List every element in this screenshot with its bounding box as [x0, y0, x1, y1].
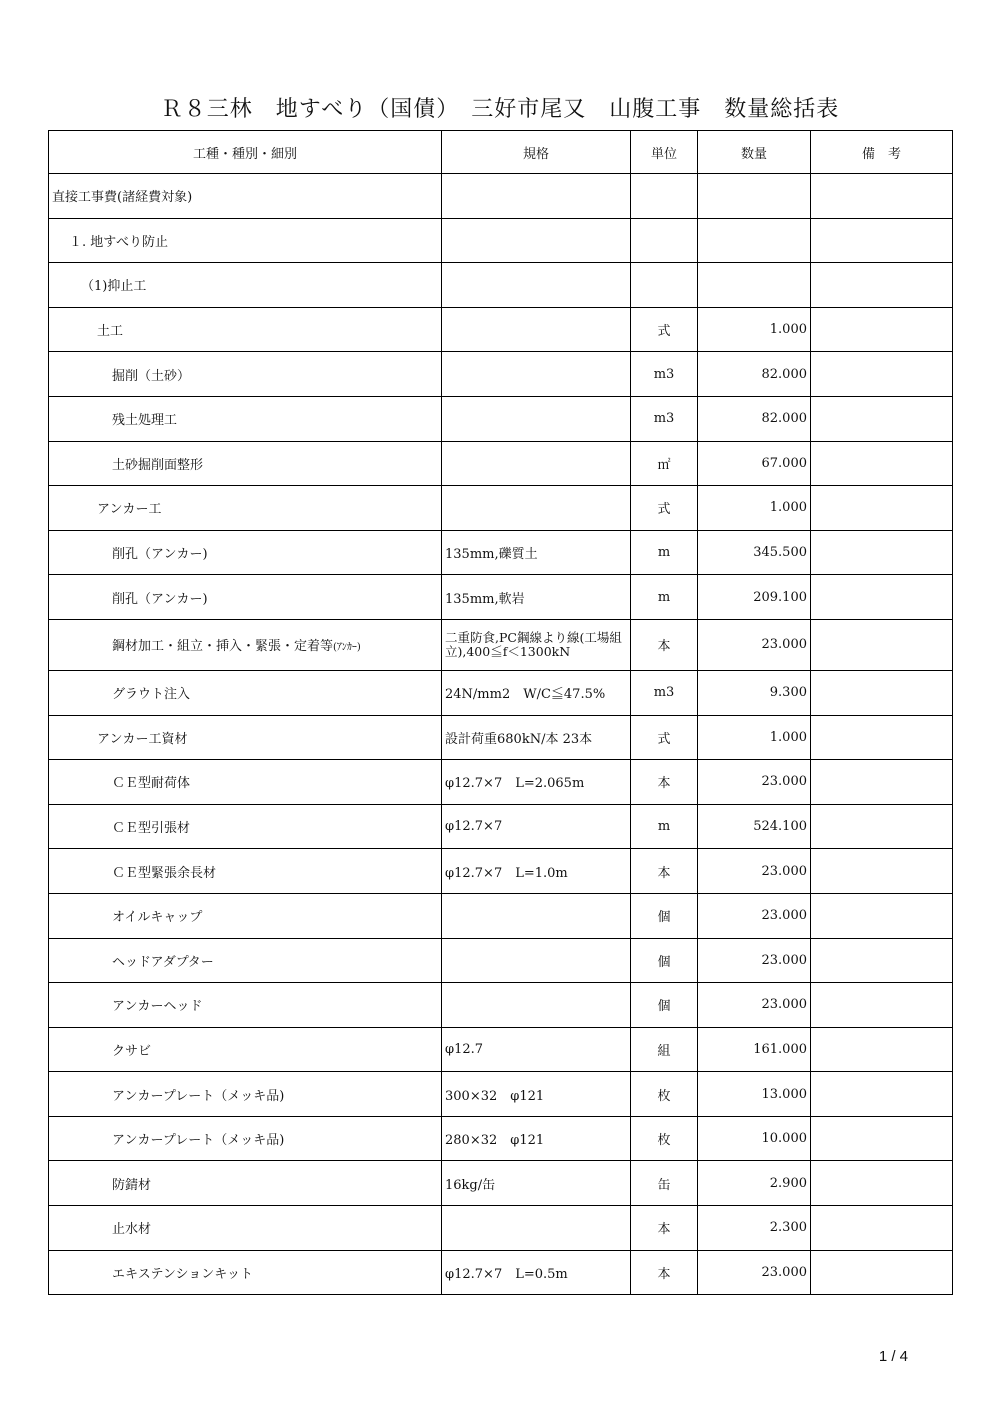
table-row	[49, 1072, 953, 1117]
item-unit: 個	[631, 983, 698, 1028]
item-unit	[631, 263, 698, 308]
item-name: ＣＥ型引張材	[49, 804, 442, 849]
item-unit: 本	[631, 760, 698, 805]
table-row	[49, 670, 953, 715]
item-spec	[442, 938, 631, 983]
item-note	[811, 307, 953, 352]
item-unit: 本	[631, 619, 698, 670]
item-name: アンカープレート（メッキ品)	[49, 1072, 442, 1117]
item-spec	[442, 893, 631, 938]
table-row	[49, 983, 953, 1028]
item-note	[811, 218, 953, 263]
table-header-row	[49, 131, 953, 174]
table-row	[49, 530, 953, 575]
item-name: 削孔（アンカー)	[49, 530, 442, 575]
item-qty: 9.300	[698, 670, 811, 715]
item-spec: φ12.7×7 L=2.065m	[442, 760, 631, 805]
item-spec	[442, 983, 631, 1028]
table-row	[49, 174, 953, 219]
table-row	[49, 352, 953, 397]
item-note	[811, 849, 953, 894]
item-note	[811, 760, 953, 805]
item-name: 止水材	[49, 1206, 442, 1251]
item-name: 防錆材	[49, 1161, 442, 1206]
item-spec: φ12.7	[442, 1027, 631, 1072]
item-spec	[442, 218, 631, 263]
item-name: アンカープレート（メッキ品)	[49, 1116, 442, 1161]
page-number: 1 / 4	[878, 1348, 908, 1365]
item-note	[811, 174, 953, 219]
item-unit: m3	[631, 352, 698, 397]
item-name: グラウト注入	[49, 670, 442, 715]
item-unit: 式	[631, 307, 698, 352]
item-unit: 式	[631, 486, 698, 531]
table-row	[49, 760, 953, 805]
item-name: 掘削（土砂）	[49, 352, 442, 397]
item-unit: 個	[631, 938, 698, 983]
item-unit: 本	[631, 1206, 698, 1251]
item-note	[811, 619, 953, 670]
item-qty	[698, 263, 811, 308]
item-name: ＣＥ型緊張余長材	[49, 849, 442, 894]
item-spec	[442, 441, 631, 486]
item-note	[811, 1072, 953, 1117]
item-spec: 135mm,礫質土	[442, 530, 631, 575]
header-note: 備 考	[811, 131, 953, 174]
item-spec	[442, 486, 631, 531]
item-unit: 組	[631, 1027, 698, 1072]
item-qty: 23.000	[698, 938, 811, 983]
item-qty: 2.900	[698, 1161, 811, 1206]
item-unit: 枚	[631, 1072, 698, 1117]
item-unit: m	[631, 804, 698, 849]
header-spec: 規格	[442, 131, 631, 174]
table-row	[49, 1161, 953, 1206]
item-unit	[631, 174, 698, 219]
item-note	[811, 1206, 953, 1251]
item-spec: 280×32 φ121	[442, 1116, 631, 1161]
item-spec: 二重防食,PC鋼線より線(工場組立),400≦f＜1300kN	[442, 619, 631, 670]
item-qty: 13.000	[698, 1072, 811, 1117]
item-name: 土工	[49, 307, 442, 352]
item-note	[811, 1116, 953, 1161]
item-spec	[442, 263, 631, 308]
document-title: Ｒ８三林 地すべり（国債） 三好市尾又 山腹工事 数量総括表	[160, 97, 840, 122]
item-qty: 23.000	[698, 619, 811, 670]
item-qty: 161.000	[698, 1027, 811, 1072]
item-qty: 1.000	[698, 486, 811, 531]
item-unit: ㎡	[631, 441, 698, 486]
item-name-cell	[49, 619, 442, 670]
item-name: 鋼材加工・組立・挿入・緊張・定着等	[112, 639, 334, 655]
item-qty: 82.000	[698, 396, 811, 441]
table-row	[49, 849, 953, 894]
item-name: 残土処理工	[49, 396, 442, 441]
table-row	[49, 396, 953, 441]
item-qty: 1.000	[698, 307, 811, 352]
item-qty: 23.000	[698, 983, 811, 1028]
item-note	[811, 441, 953, 486]
item-unit: m3	[631, 396, 698, 441]
item-spec: φ12.7×7	[442, 804, 631, 849]
item-name: クサビ	[49, 1027, 442, 1072]
item-note	[811, 263, 953, 308]
item-spec: 135mm,軟岩	[442, 575, 631, 620]
item-name: 土砂掘削面整形	[49, 441, 442, 486]
item-unit: 缶	[631, 1161, 698, 1206]
item-qty	[698, 218, 811, 263]
item-qty: 209.100	[698, 575, 811, 620]
item-qty: 524.100	[698, 804, 811, 849]
item-unit: 枚	[631, 1116, 698, 1161]
header-unit: 単位	[631, 131, 698, 174]
item-note	[811, 352, 953, 397]
item-name: １. 地すべり防止	[49, 218, 442, 263]
item-unit: 本	[631, 849, 698, 894]
header-qty: 数量	[698, 131, 811, 174]
table-row	[49, 938, 953, 983]
item-name: オイルキャップ	[49, 893, 442, 938]
item-spec	[442, 307, 631, 352]
table-row	[49, 804, 953, 849]
table-row	[49, 263, 953, 308]
item-note	[811, 893, 953, 938]
item-qty: 23.000	[698, 893, 811, 938]
header-item: 工種・種別・細別	[49, 131, 442, 174]
item-qty: 1.000	[698, 715, 811, 760]
item-spec: φ12.7×7 L=1.0m	[442, 849, 631, 894]
table-row	[49, 1116, 953, 1161]
table-row	[49, 619, 953, 670]
item-name: ＣＥ型耐荷体	[49, 760, 442, 805]
item-spec	[442, 352, 631, 397]
item-qty: 23.000	[698, 1250, 811, 1295]
item-unit: 式	[631, 715, 698, 760]
item-spec: 16kg/缶	[442, 1161, 631, 1206]
item-note	[811, 715, 953, 760]
table-row	[49, 1250, 953, 1295]
item-qty: 23.000	[698, 849, 811, 894]
item-note	[811, 670, 953, 715]
item-name: エキステンションキット	[49, 1250, 442, 1295]
item-qty: 23.000	[698, 760, 811, 805]
item-qty: 345.500	[698, 530, 811, 575]
item-name: アンカー工	[49, 486, 442, 531]
item-note	[811, 1161, 953, 1206]
item-spec	[442, 1206, 631, 1251]
item-unit: m3	[631, 670, 698, 715]
item-name: 直接工事費(諸経費対象)	[49, 174, 442, 219]
item-unit: m	[631, 575, 698, 620]
item-spec: 300×32 φ121	[442, 1072, 631, 1117]
table-row	[49, 715, 953, 760]
item-note	[811, 1250, 953, 1295]
item-note	[811, 486, 953, 531]
table-row	[49, 441, 953, 486]
item-qty: 67.000	[698, 441, 811, 486]
item-qty: 2.300	[698, 1206, 811, 1251]
item-name: （1)抑止工	[49, 263, 442, 308]
item-unit: 本	[631, 1250, 698, 1295]
item-note	[811, 396, 953, 441]
item-note	[811, 575, 953, 620]
table-row	[49, 1027, 953, 1072]
item-note	[811, 804, 953, 849]
item-name-suffix: (ｱﾝｶｰ)	[333, 642, 361, 654]
item-spec: 24N/mm2 W/C≦47.5%	[442, 670, 631, 715]
item-qty: 82.000	[698, 352, 811, 397]
item-unit: m	[631, 530, 698, 575]
item-qty	[698, 174, 811, 219]
item-spec	[442, 174, 631, 219]
item-name: アンカー工資材	[49, 715, 442, 760]
table-row	[49, 218, 953, 263]
item-spec: φ12.7×7 L=0.5m	[442, 1250, 631, 1295]
item-note	[811, 530, 953, 575]
item-name: 削孔（アンカー)	[49, 575, 442, 620]
item-note	[811, 983, 953, 1028]
item-name: アンカーヘッド	[49, 983, 442, 1028]
item-unit: 個	[631, 893, 698, 938]
item-unit	[631, 218, 698, 263]
item-spec: 設計荷重680kN/本 23本	[442, 715, 631, 760]
quantity-summary-table	[48, 130, 953, 1295]
table-row	[49, 893, 953, 938]
table-row	[49, 1206, 953, 1251]
item-note	[811, 1027, 953, 1072]
item-note	[811, 938, 953, 983]
table-row	[49, 486, 953, 531]
table-row	[49, 307, 953, 352]
item-qty: 10.000	[698, 1116, 811, 1161]
item-spec	[442, 396, 631, 441]
table-row	[49, 575, 953, 620]
item-name: ヘッドアダプター	[49, 938, 442, 983]
